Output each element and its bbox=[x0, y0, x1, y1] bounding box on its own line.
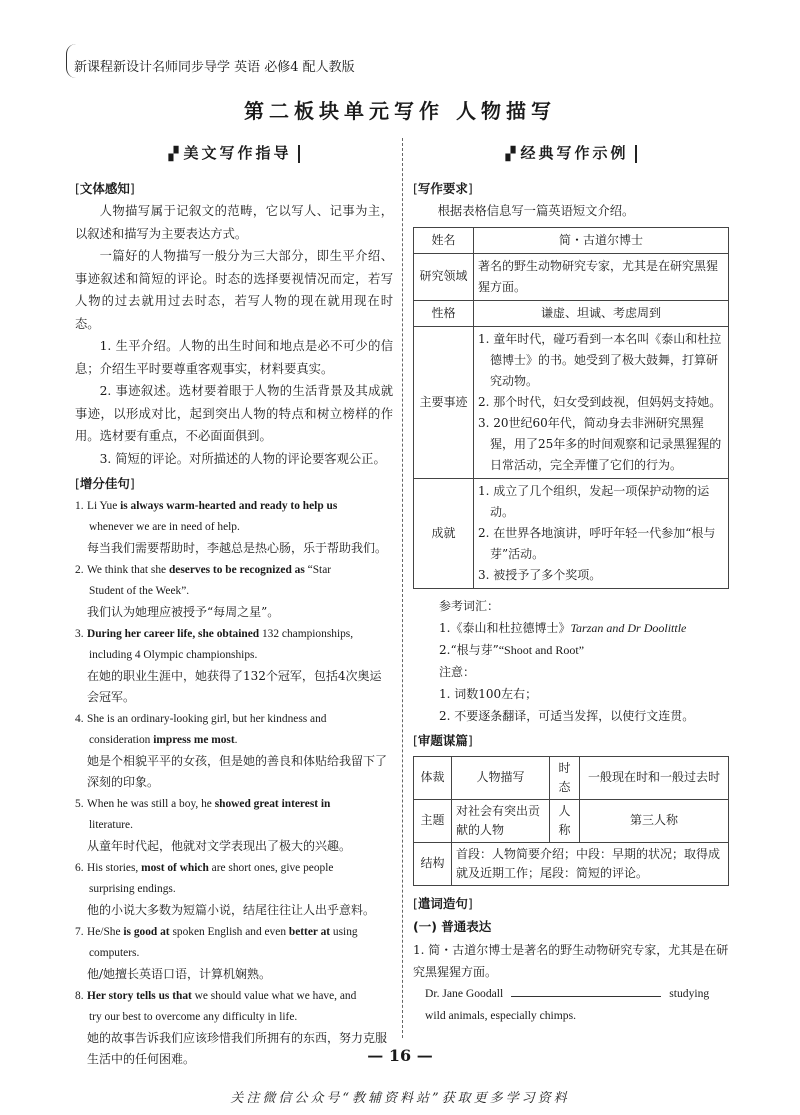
tag-phrases: [ 增分佳句 ] bbox=[75, 474, 135, 492]
page-number: — 16 — bbox=[367, 1046, 433, 1065]
example-2: 2. We think that she deserves to be recognized as “Star Student of the Week”. 我们认为她理应被授予“每周之星”。 bbox=[75, 564, 332, 619]
paragraph: 1. 生平介绍。人物的出生时间和地点是必不可少的信息；介绍生平时要尊重客观事实，材料要真实。 bbox=[75, 339, 393, 376]
tag-wording: [ 遣词造句 ] bbox=[413, 894, 473, 912]
subheading-plain: (一) 普通表达 bbox=[413, 918, 492, 934]
paragraph: 2. 事迹叙述。选材要着眼于人物的生活背景及其成就事迹，以形成对比，起到突出人物的特点和树立榜样的作用。选材要有重点，不必面面俱到。 bbox=[75, 384, 393, 443]
tag-requirement: [ 写作要求 ] bbox=[413, 179, 473, 197]
column-divider bbox=[402, 138, 403, 1038]
running-header: 新课程新设计名师同步导学 英语 必修4 配人教版 bbox=[74, 60, 355, 75]
left-column bbox=[75, 142, 393, 1070]
section-heading-example: ▞ 经典写作示例 bbox=[413, 142, 729, 163]
note-2: 2. 不要逐条翻译，可适当发挥，以使行文连贯。 bbox=[439, 708, 695, 723]
section-heading-guide: ▞ 美文写作指导 bbox=[75, 142, 393, 163]
vocab-label: 参考词汇： bbox=[439, 598, 500, 613]
bookmark-icon: ▞ bbox=[168, 147, 182, 162]
right-column bbox=[413, 142, 729, 1027]
note-1: 1. 词数100左右； bbox=[439, 686, 538, 701]
note-label: 注意： bbox=[439, 664, 476, 679]
example-3: 3. During her career life, she obtained 132 championships, including 4 Olympic championships. 在她的职业生涯中，她获得了132个冠军，包括4次奥运会冠军。 bbox=[75, 628, 382, 704]
tag-plan: [ 审题谋篇 ] bbox=[413, 731, 473, 749]
example-1: 1. Li Yue is always warm-hearted and ready to help us whenever we are in need of help. 每当我们需要帮助时，李越总是热心肠，乐于帮助我们。 bbox=[75, 500, 388, 555]
vocab-1: 1.《泰山和杜拉德博士》Tarzan and Dr Doolittle bbox=[439, 620, 687, 635]
requirement-intro: 根据表格信息写一篇英语短文介绍。 bbox=[437, 204, 635, 218]
example-7: 7. He/She is good at spoken English and even better at using computers. 他/她擅长英语口语，计算机娴熟。 bbox=[75, 926, 358, 981]
bookmark-icon: ▞ bbox=[505, 147, 519, 162]
plan-table: 体裁 人物描写 时态 一般现在时和一般过去时 主题 对社会有突出贡献的人物 人称 第三人称 结构 首段：人物简要介绍；中段：早期的状况；取得成就及近期工作；尾段：简短的评论。 bbox=[413, 756, 729, 886]
footer-note: 关注微信公众号“教辅资料站”获取更多学习资料 bbox=[230, 1091, 570, 1106]
example-5: 5. When he was still a boy, he showed great interest in literature. 从童年时代起，他就对文学表现出了极大的兴趣。 bbox=[75, 798, 352, 853]
vocab-2: 2.“根与芽”“Shoot and Root” bbox=[439, 642, 585, 657]
example-8: 8. Her story tells us that we should value what we have, and try our best to overcome any difficulty in life. 她的故事告诉我们应该珍惜我们所拥有的东西，努力克服生活中的任何困难。 bbox=[75, 990, 388, 1066]
heading-bar bbox=[635, 145, 637, 163]
answer-blank[interactable] bbox=[511, 985, 661, 997]
example-6: 6. His stories, most of which are short ones, give people surprising endings. 他的小说大多数为短篇小说，结尾往往让人出乎意料。 bbox=[75, 862, 376, 917]
info-table: 姓名 简・古道尔博士 研究领域 著名的野生动物研究专家，尤其是在研究黑猩猩方面。 性格 谦虚、坦诚、考虑周到 主要事迹 1. 童年时代，碰巧看到一本名叫《泰山和杜拉德博士》的书。她受到了极大鼓舞，打算研究动物。 2. 那个时代，妇女受到歧视，但妈妈支持她。 3. 20世纪60年代，简动身去非洲研究黑猩猩，用了25年多的时间观察和记录黑猩猩的日常活动，完全弄懂了它们的行为。 成就 1. 成立了几个组织，发起一项保护动物的运动。 2. 在世界各地演讲，呼吁年轻一代参加“根与芽”活动。 3. 被授予了多个奖项。 bbox=[413, 227, 729, 589]
paragraph: 人物描写属于记叙文的范畴，它以写人、记事为主，以叙述和描写为主要表达方式。 bbox=[75, 204, 393, 241]
paragraph: 一篇好的人物描写一般分为三大部分，即生平介绍、事迹叙述和简短的评论。时态的选择要视情况而定，若写人物的过去就用过去时态，若写人物的现在就用现在时态。 bbox=[75, 249, 393, 331]
page-title: 第二板块单元写作 人物描写 bbox=[244, 99, 556, 123]
heading-bar bbox=[298, 145, 300, 163]
task-1-english: Dr. Jane Goodall studying wild animals, especially chimps. bbox=[425, 986, 710, 1022]
task-1: 1. 简・古道尔博士是著名的野生动物研究专家，尤其是在研究黑猩猩方面。 bbox=[413, 942, 729, 979]
tag-perception: [ 文体感知 ] bbox=[75, 179, 135, 197]
paragraph: 3. 简短的评论。对所描述的人物的评论要客观公正。 bbox=[99, 451, 386, 466]
example-4: 4. She is an ordinary-looking girl, but her kindness and consideration impress me most. 她是个相貌平平的女孩，但是她的善良和体贴给我留下了深刻的印象。 bbox=[75, 713, 388, 789]
